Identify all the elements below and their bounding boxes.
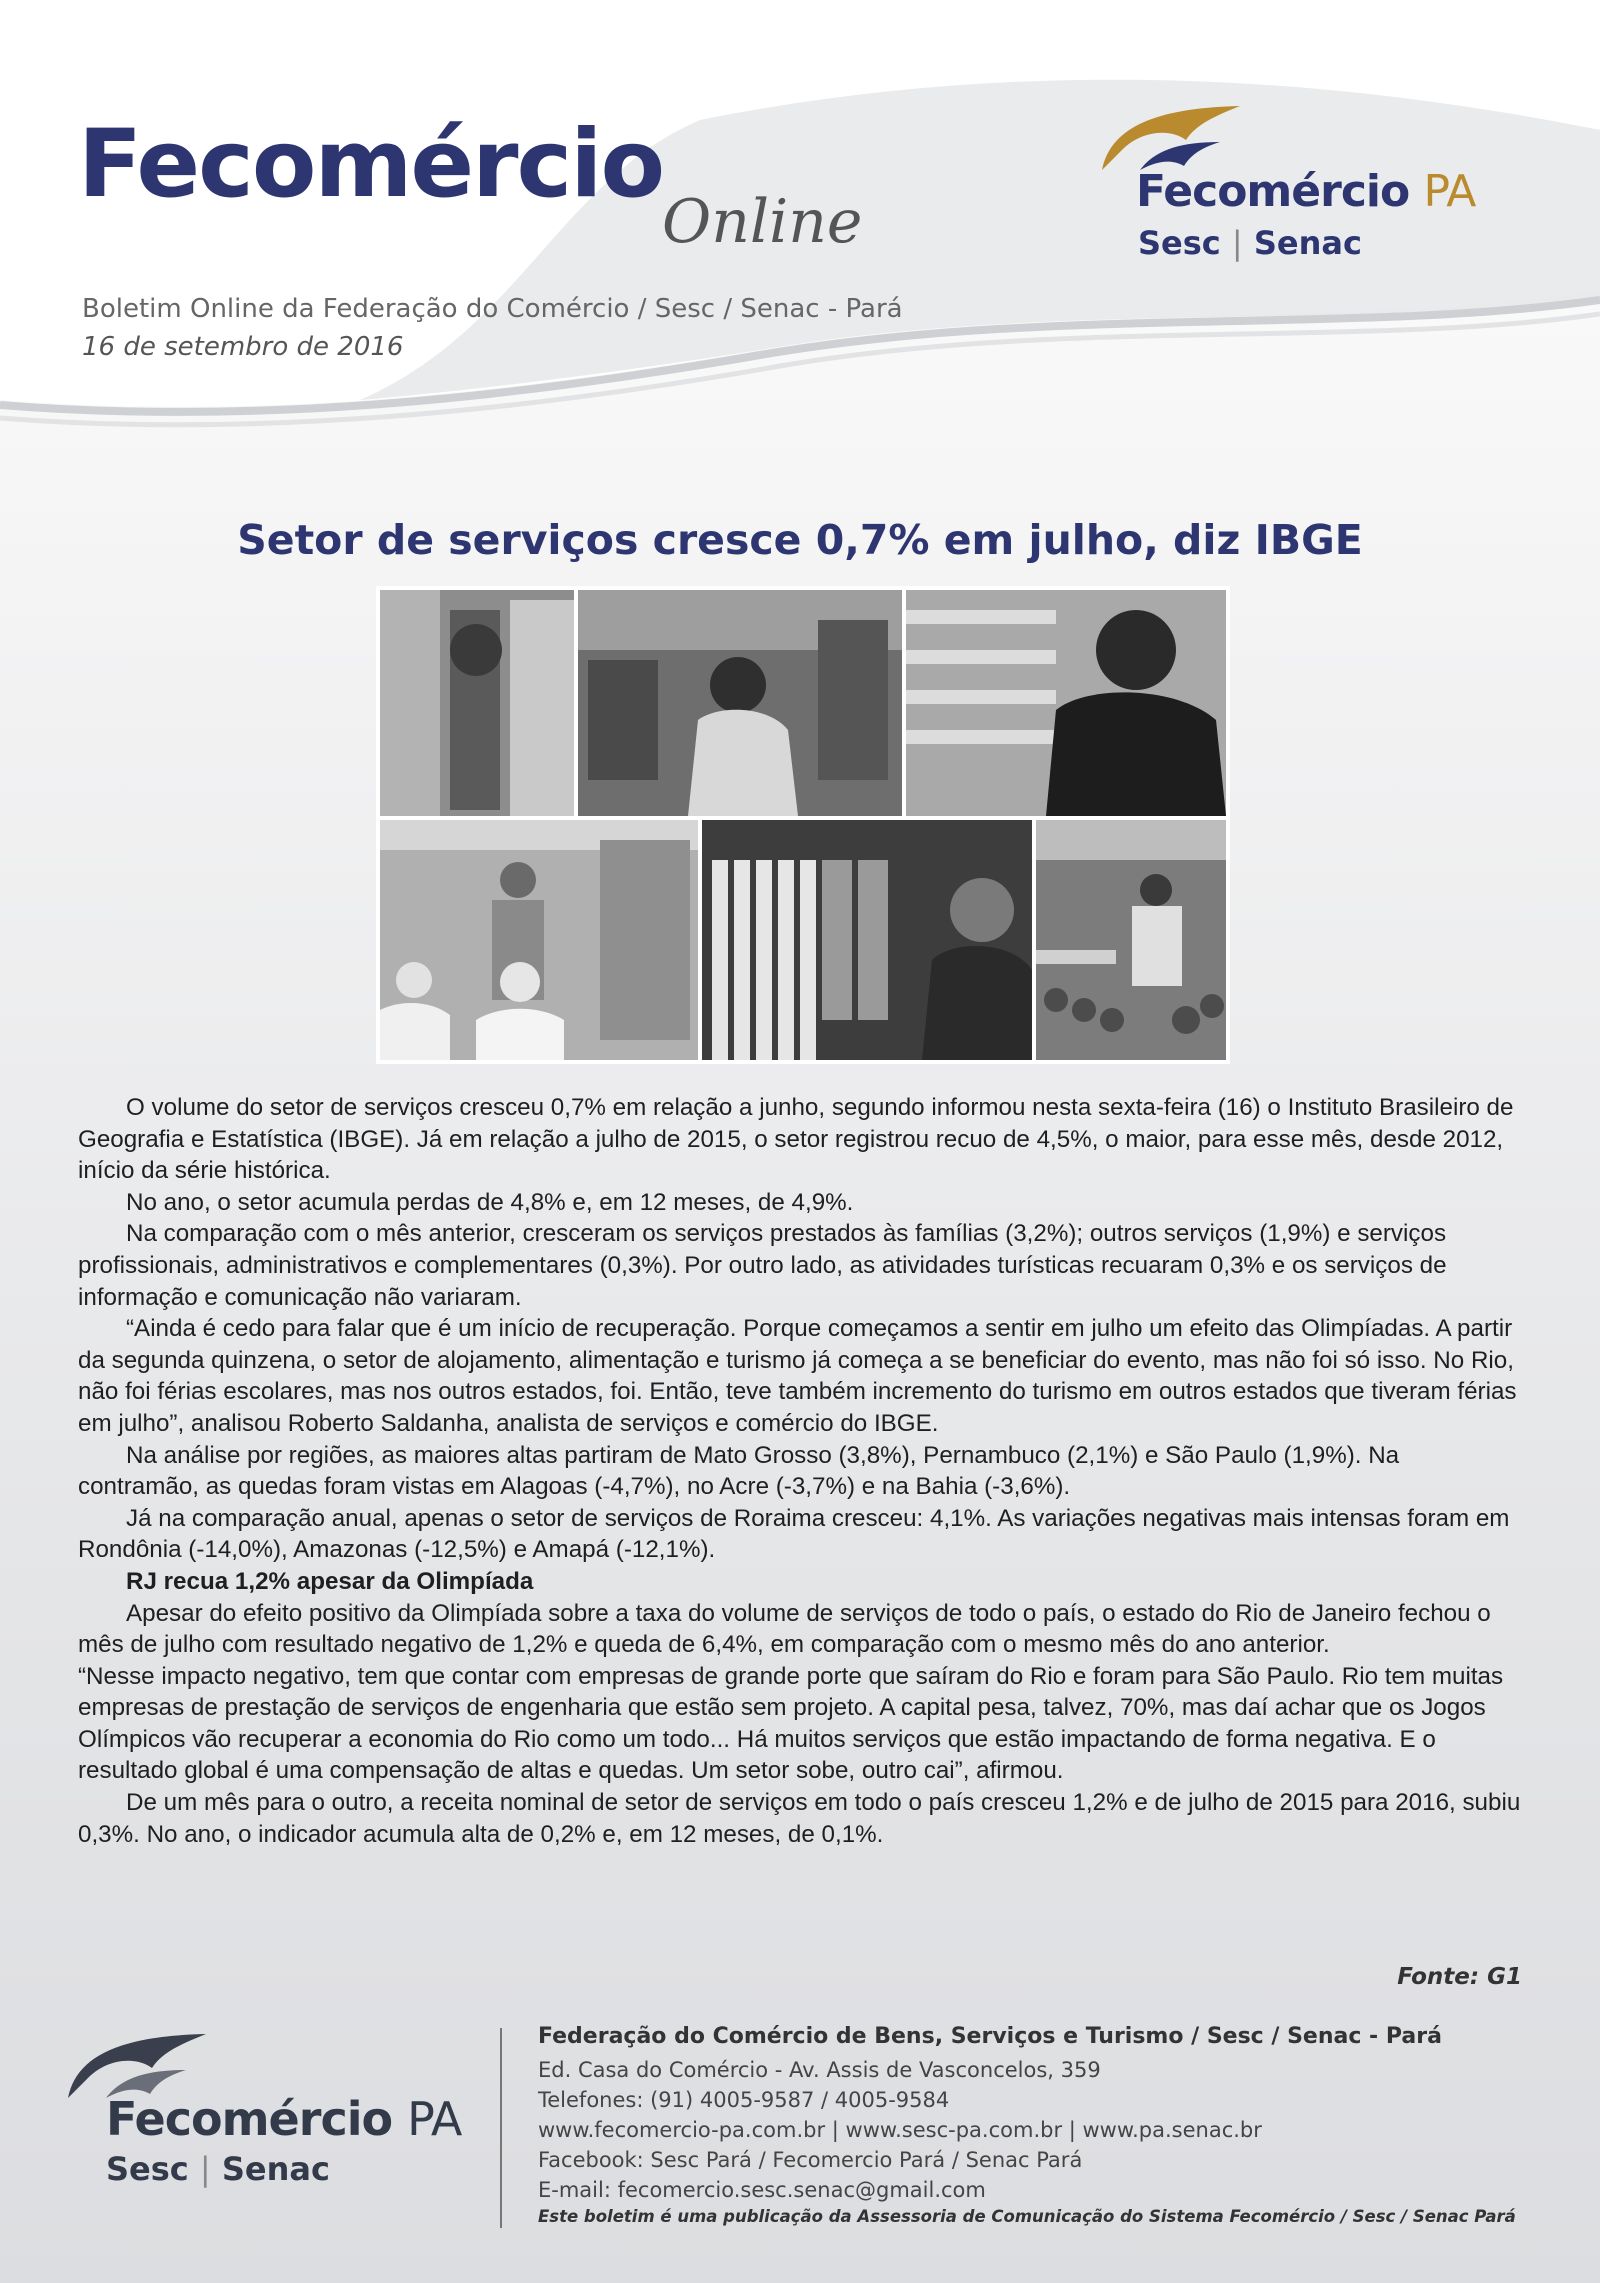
article-subheading: RJ recua 1,2% apesar da Olimpíada — [126, 1567, 534, 1595]
bulletin-subtitle: Boletim Online da Federação do Comércio / Sesc / Senac - Pará — [82, 294, 903, 324]
photo-mannequins — [380, 820, 698, 1060]
photo-market-stall — [1036, 820, 1226, 1060]
footer-phones: Telefones: (91) 4005-9587 / 4005-9584 — [538, 2088, 950, 2112]
article-paragraph: O volume do setor de serviços cresceu 0,7% em relação a junho, segundo informou nesta sexta-feira (16) o Instituto Brasileiro de Geografia e Estatística (IBGE). Já em relação a julho de 2015, o setor registrou recuo de 4,5%, o maior, para esse mês, desde 2012, início da série histórica. — [78, 1094, 1514, 1185]
article-paragraph: Na comparação com o mês anterior, cresceram os serviços prestados às famílias (3,2%); outros serviços (1,9%) e serviços profissionais, administrativos e complementares (0,3%). Por outro lado, as atividades turísticas recuaram 0,3% e os serviços de informação e comunicação não variaram. — [78, 1220, 1447, 1311]
masthead-online-script: Online — [662, 187, 863, 257]
footer-facebook: Facebook: Sesc Pará / Fecomercio Pará / Senac Pará — [538, 2148, 1083, 2172]
footer-note: Este boletim é uma publicação da Assessoria de Comunicação do Sistema Fecomércio / Sesc / Senac Pará — [538, 2207, 1516, 2226]
article-paragraph: De um mês para o outro, a receita nominal de setor de serviços em todo o país cresceu 1,2% e de julho de 2015 para 2016, subiu 0,3%. No ano, o indicador acumula alta de 0,2% e, em 12 meses, de 0,1%. — [78, 1789, 1521, 1848]
article-headline: Setor de serviços cresce 0,7% em julho, diz IBGE — [237, 516, 1363, 564]
footer-address: Ed. Casa do Comércio - Av. Assis de Vasconcelos, 359 — [538, 2058, 1101, 2082]
article-paragraph: Já na comparação anual, apenas o setor de serviços de Roraima cresceu: 4,1%. As variações negativas mais intensas foram em Rondônia (-14,0%), Amazonas (-12,5%) e Amapá (-12,1%). — [78, 1504, 1510, 1564]
article-paragraph: “Ainda é cedo para falar que é um início de recuperação. Porque começamos a sentir em julho um efeito das Olimpíadas. A partir da segunda quinzena, o setor de alojamento, alimentação e turismo já começa a se beneficiar do evento, mas não foi só isso. No Rio, não foi férias escolares, mas nos outros estados, foi. Então, teve também incremento do turismo em outros estados que tiveram férias em julho”, analisou Roberto Saldanha, analista de serviços e comércio do IBGE. — [78, 1315, 1517, 1437]
footer-websites[interactable]: www.fecomercio-pa.com.br | www.sesc-pa.com.br | www.pa.senac.br — [538, 2118, 1262, 2142]
footer-fecomercio-pa-logo — [66, 2028, 486, 2188]
footer-logo-brand-name: Fecomércio PA — [106, 2092, 462, 2146]
photo-shopper-woman — [578, 590, 902, 816]
article-paragraph: Apesar do efeito positivo da Olimpíada sobre a taxa do volume de serviços de todo o país, o estado do Rio de Janeiro fechou o mês de julho com resultado negativo de 1,2% e queda de 6,4%, em comparação com o mesmo mês do ano anterior. — [78, 1599, 1491, 1659]
article-paragraph: Na análise por regiões, as maiores altas partiram de Mato Grosso (3,8%), Pernambuco (2,1%) e São Paulo (1,9%). Na contramão, as quedas foram vistas em Alagoas (-4,7%), no Acre (-3,7%) e na Bahia (-3,6%). — [78, 1441, 1400, 1501]
article-source: Fonte: G1 — [1397, 1964, 1522, 1990]
article-paragraph: No ano, o setor acumula perdas de 4,8% e, em 12 meses, de 4,9%. — [126, 1188, 854, 1216]
footer-email[interactable]: E-mail: fecomercio.sesc.senac@gmail.com — [538, 2178, 986, 2202]
logo-brand-region: PA — [1423, 166, 1476, 217]
bulletin-date: 16 de setembro de 2016 — [82, 332, 404, 362]
logo-brand-name: Fecomércio PA — [1136, 166, 1476, 217]
photo-pharmacy-shopper — [906, 590, 1226, 816]
footer-logo-brand-region: PA — [407, 2092, 462, 2146]
article-body — [78, 1092, 1522, 1850]
masthead-title: Fecomércio — [78, 110, 664, 219]
fecomercio-pa-logo — [1100, 100, 1520, 270]
photo-clothing-rack — [702, 820, 1032, 1060]
photo-clothing-store — [380, 590, 574, 816]
footer-divider — [500, 2028, 502, 2228]
footer-contact-info — [538, 2024, 1516, 2226]
logo-brand-sub: Sesc | Senac — [1138, 224, 1362, 262]
article-photo-collage — [376, 586, 1230, 1064]
article-quote-paragraph: “Nesse impacto negativo, tem que contar com empresas de grande porte que saíram do Rio e foram para São Paulo. Rio tem muitas empresas de prestação de serviços de engenharia que estão sem projeto. A capital pesa, talvez, 70%, mas daí achar que os Jogos Olímpicos vão recuperar a economia do Rio como um todo... Há muitos serviços que estão impactando de forma negativa. E o resultado global é uma compensação de altas e quedas. Um setor sobe, outro cai”, afirmou. — [78, 1662, 1504, 1785]
footer-logo-brand-sub: Sesc | Senac — [106, 2150, 330, 2188]
logo-swoosh-icon — [1100, 100, 1250, 175]
footer-org-name: Federação do Comércio de Bens, Serviços e Turismo / Sesc / Senac - Pará — [538, 2024, 1442, 2049]
